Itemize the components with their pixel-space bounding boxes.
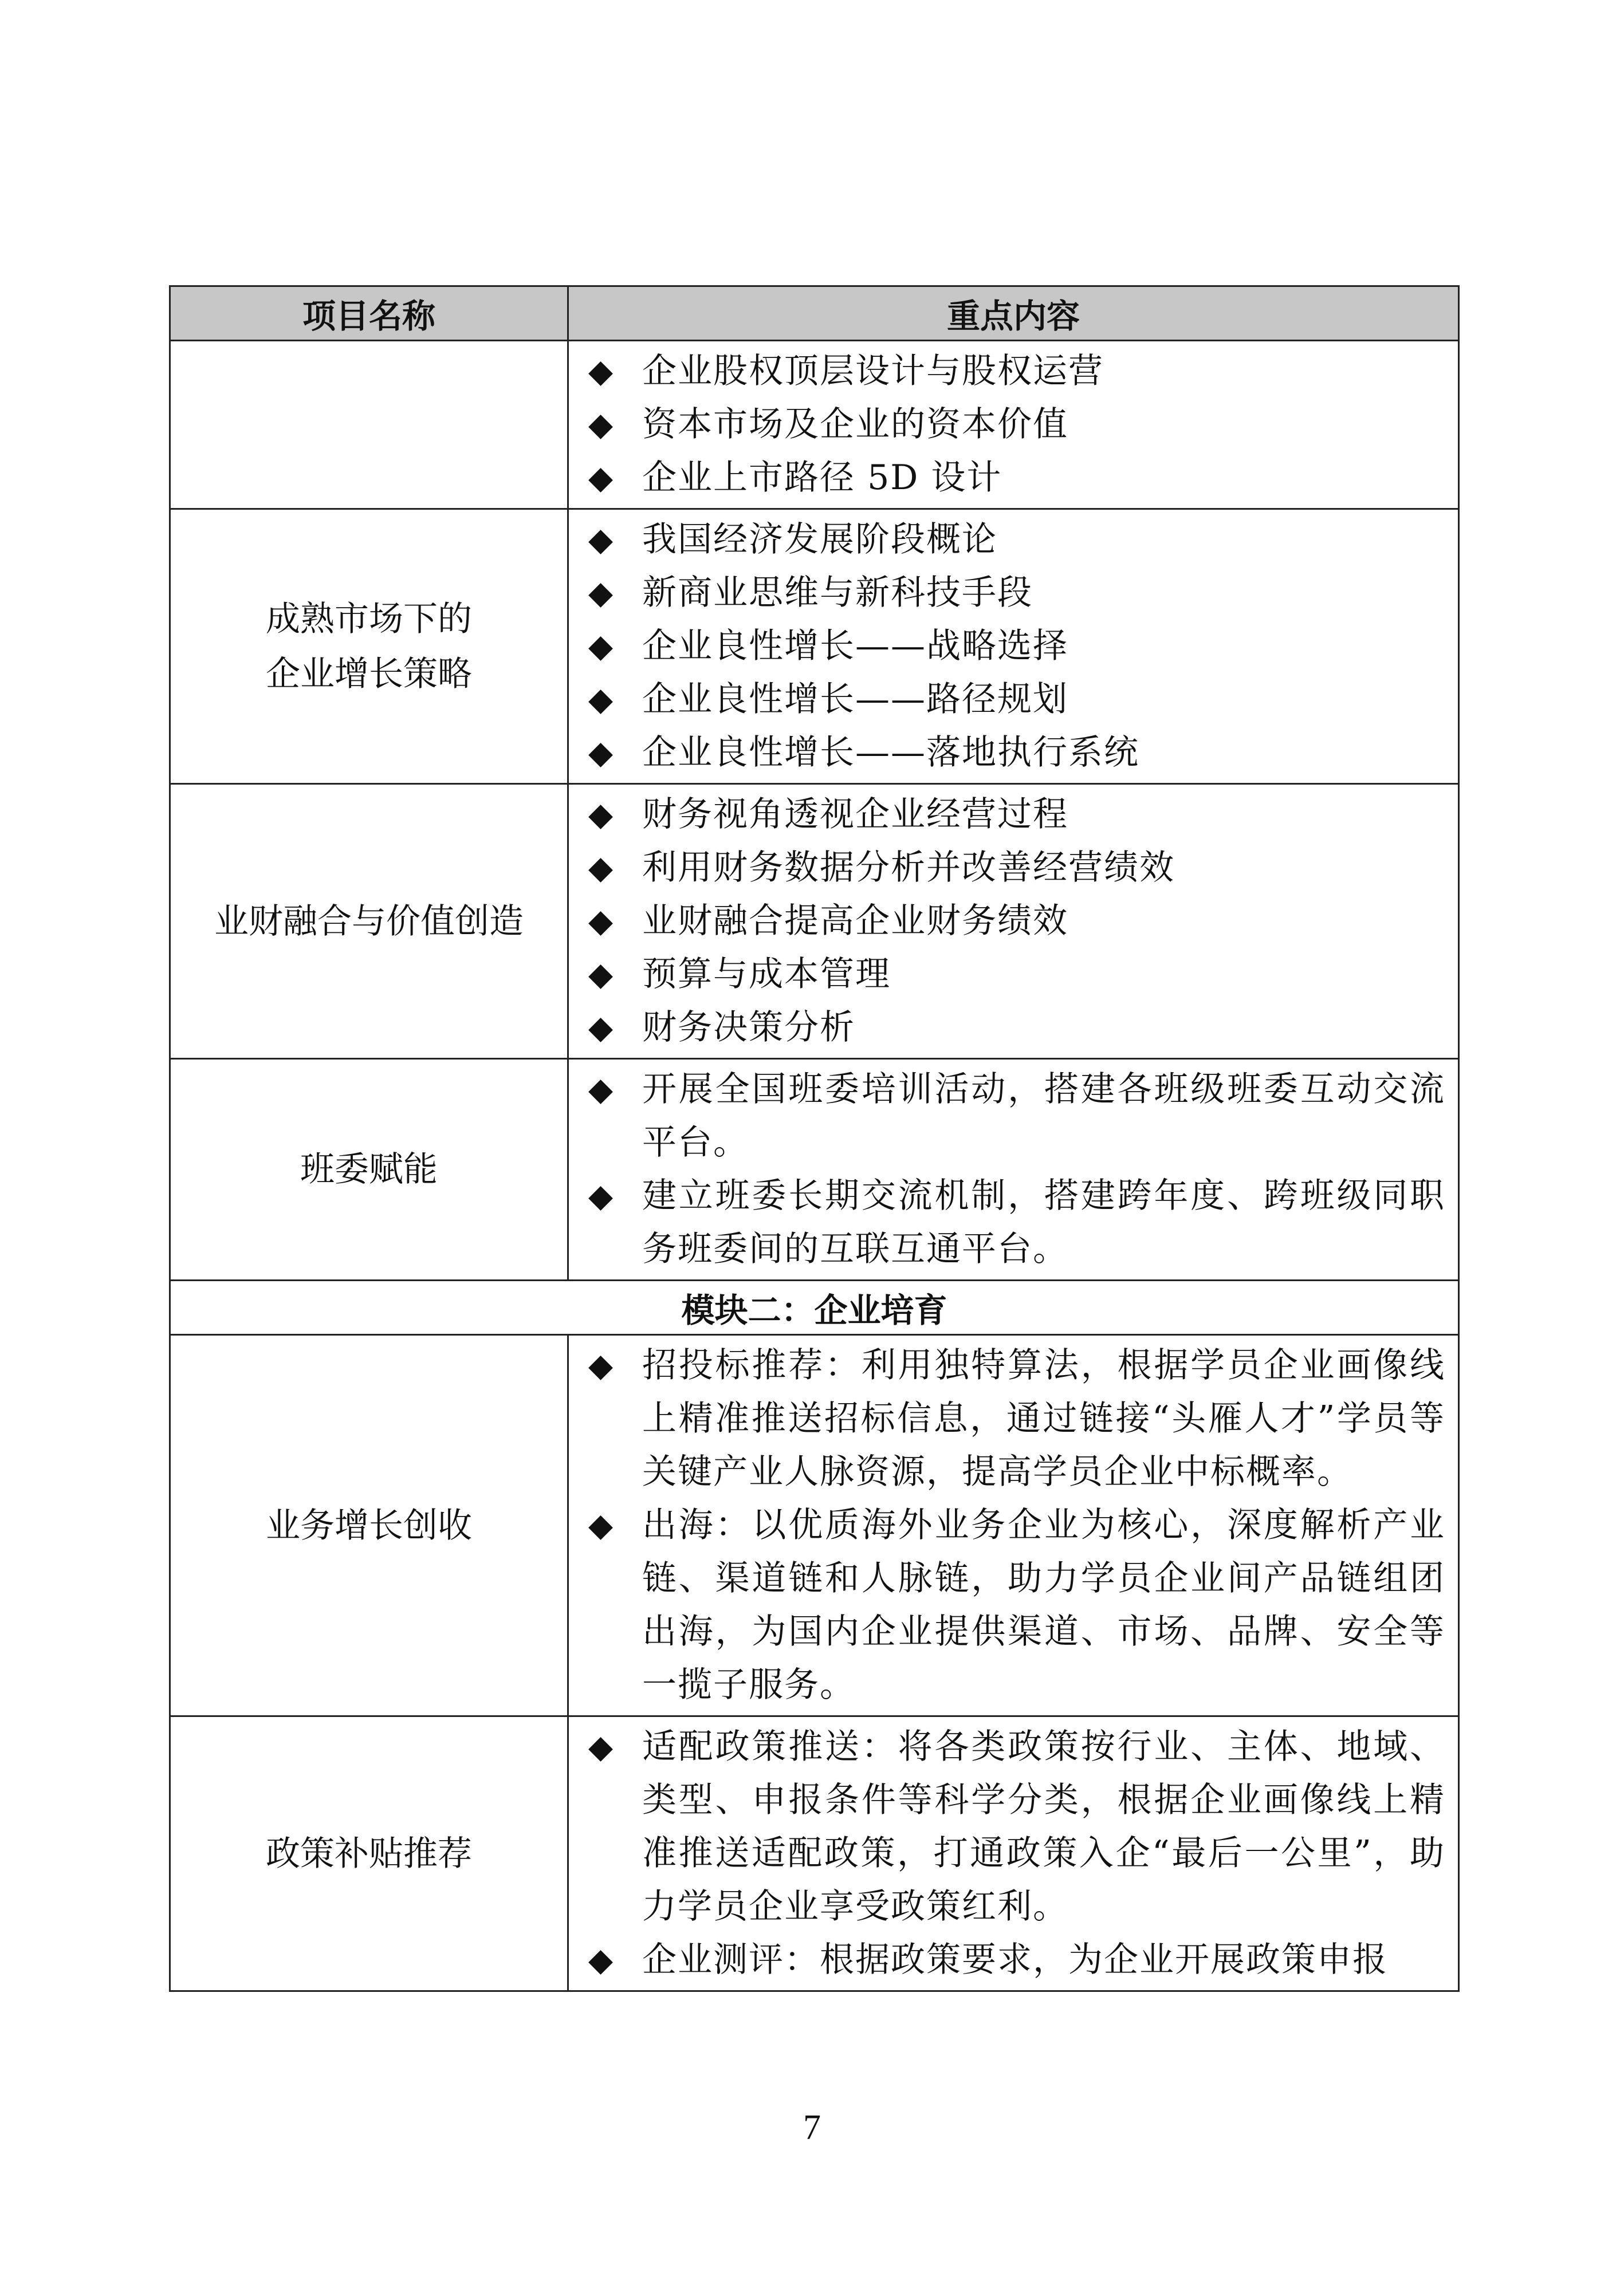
key-content-cell <box>568 341 1459 509</box>
list-item: ◆ 企业股权顶层设计与股权运营 <box>585 345 1445 398</box>
list-item: ◆ 企业测评：根据政策要求，为企业开展政策申报 <box>585 1933 1445 1987</box>
key-content-cell <box>568 1059 1459 1281</box>
project-name-cell: 班委赋能 <box>170 1059 568 1281</box>
diamond-bullet-icon: ◆ <box>588 1071 615 1108</box>
table-header-row <box>170 286 1459 341</box>
list-item: ◆ 企业良性增长——路径规划 <box>585 673 1445 726</box>
list-item: ◆ 新商业思维与新科技手段 <box>585 566 1445 620</box>
diamond-bullet-icon: ◆ <box>588 628 615 665</box>
diamond-bullet-icon: ◆ <box>588 459 615 497</box>
diamond-bullet-icon: ◆ <box>588 849 615 887</box>
diamond-bullet-icon: ◆ <box>588 796 615 833</box>
bullet-list <box>585 345 1445 505</box>
diamond-bullet-icon: ◆ <box>588 1728 615 1766</box>
content-table <box>169 285 1460 1992</box>
project-name-cell: 政策补贴推荐 <box>170 1716 568 1991</box>
key-content-cell <box>568 1716 1459 1991</box>
diamond-bullet-icon: ◆ <box>588 903 615 940</box>
list-item: ◆ 开展全国班委培训活动，搭建各班级班委互动交流平台。 <box>585 1063 1445 1169</box>
table-row <box>170 1335 1459 1716</box>
list-item: ◆ 预算与成本管理 <box>585 948 1445 1001</box>
diamond-bullet-icon: ◆ <box>588 1941 615 1979</box>
list-item: ◆ 业财融合提高企业财务绩效 <box>585 895 1445 948</box>
diamond-bullet-icon: ◆ <box>588 1507 615 1544</box>
header-key-content: 重点内容 <box>568 286 1459 341</box>
diamond-bullet-icon: ◆ <box>588 406 615 443</box>
key-content-cell <box>568 509 1459 784</box>
list-item: ◆ 财务视角透视企业经营过程 <box>585 788 1445 841</box>
table-row <box>170 1059 1459 1281</box>
bullet-list <box>585 513 1445 779</box>
list-item: ◆ 资本市场及企业的资本价值 <box>585 398 1445 451</box>
section-title: 模块二：企业培育 <box>170 1281 1459 1335</box>
key-content-cell <box>568 784 1459 1059</box>
project-name-cell: 业务增长创收 <box>170 1335 568 1716</box>
list-item: ◆ 财务决策分析 <box>585 1001 1445 1054</box>
list-item: ◆ 利用财务数据分析并改善经营绩效 <box>585 841 1445 895</box>
list-item: ◆ 出海：以优质海外业务企业为核心，深度解析产业链、渠道链和人脉链，助力学员企业间产品链组团出海，为国内企业提供渠道、市场、品牌、安全等一揽子服务。 <box>585 1499 1445 1712</box>
list-item: ◆ 我国经济发展阶段概论 <box>585 513 1445 566</box>
bullet-list <box>585 1063 1445 1276</box>
list-item: ◆ 招投标推荐：利用独特算法，根据学员企业画像线上精准推送招标信息，通过链接“头雁人才”学员等关键产业人脉资源，提高学员企业中标概率。 <box>585 1339 1445 1499</box>
bullet-list <box>585 788 1445 1054</box>
diamond-bullet-icon: ◆ <box>588 1177 615 1215</box>
list-item: ◆ 企业良性增长——落地执行系统 <box>585 726 1445 779</box>
diamond-bullet-icon: ◆ <box>588 521 615 558</box>
table-row <box>170 509 1459 784</box>
diamond-bullet-icon: ◆ <box>588 734 615 771</box>
list-item: ◆ 企业良性增长——战略选择 <box>585 620 1445 673</box>
diamond-bullet-icon: ◆ <box>588 353 615 390</box>
table-row <box>170 784 1459 1059</box>
key-content-cell <box>568 1335 1459 1716</box>
project-name-cell: 业财融合与价值创造 <box>170 784 568 1059</box>
section-row <box>170 1281 1459 1335</box>
header-project-name: 项目名称 <box>170 286 568 341</box>
table-row <box>170 1716 1459 1991</box>
list-item: ◆ 企业上市路径 5D 设计 <box>585 451 1445 505</box>
list-item: ◆ 建立班委长期交流机制，搭建跨年度、跨班级同职务班委间的互联互通平台。 <box>585 1169 1445 1276</box>
project-name-cell: 成熟市场下的 企业增长策略 <box>170 509 568 784</box>
project-name-cell <box>170 341 568 509</box>
bullet-list <box>585 1339 1445 1712</box>
diamond-bullet-icon: ◆ <box>588 1009 615 1046</box>
table-row <box>170 341 1459 509</box>
diamond-bullet-icon: ◆ <box>588 956 615 993</box>
bullet-list <box>585 1720 1445 1987</box>
diamond-bullet-icon: ◆ <box>588 681 615 718</box>
diamond-bullet-icon: ◆ <box>588 1347 615 1384</box>
diamond-bullet-icon: ◆ <box>588 574 615 612</box>
page-number: 7 <box>803 2108 821 2147</box>
list-item: ◆ 适配政策推送：将各类政策按行业、主体、地域、类型、申报条件等科学分类，根据企业画像线上精准推送适配政策，打通政策入企“最后一公里”，助力学员企业享受政策红利。 <box>585 1720 1445 1933</box>
